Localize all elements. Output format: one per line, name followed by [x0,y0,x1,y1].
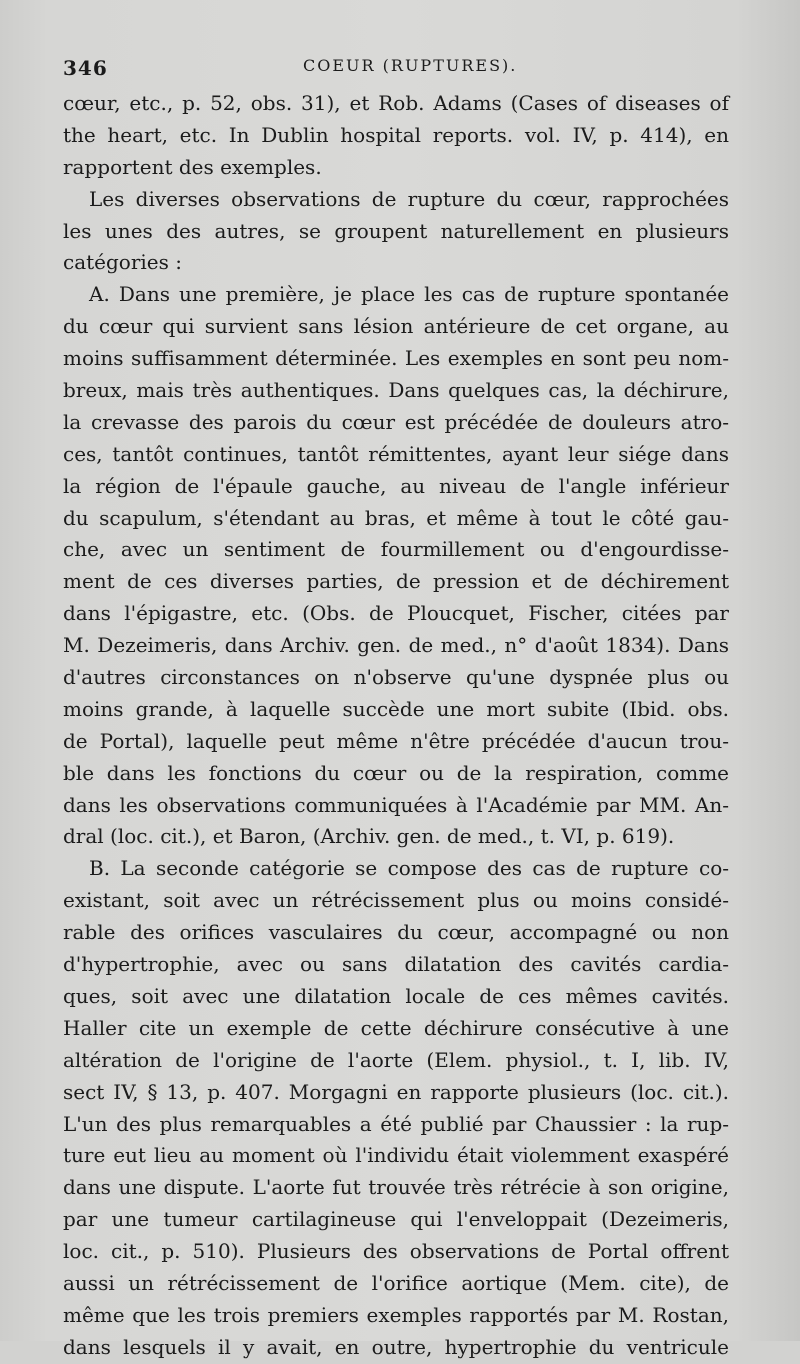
text-line: altération de l'origine de l'aorte (Elem. physiol., t. I, lib. IV, [63,1047,729,1072]
text-line: aussi un rétrécissement de l'orifice aortique (Mem. cite), de [63,1270,729,1295]
text-line: Haller cite un exemple de cette déchirure consécutive à une [63,1015,729,1040]
text-line: d'autres circonstances on n'observe qu'une dyspnée plus ou [63,665,729,690]
page-number: 346 [63,56,108,80]
text-line: catégories : [63,250,182,275]
page-header [63,56,729,86]
text-line: ture eut lieu au moment où l'individu était violemment exaspéré [63,1143,729,1168]
text-line: loc. cit., p. 510). Plusieurs des observations de Portal offrent [63,1239,729,1264]
text-line: moins suffisamment déterminée. Les exemples en sont peu nom- [63,346,729,371]
text-line: dans lesquels il y avait, en outre, hypertrophie du ventricule [63,1334,729,1359]
text-line: the heart, etc. In Dublin hospital reports. vol. IV, p. 414), en [63,122,729,147]
text-line: rapportent des exemples. [63,154,322,179]
text-line: dans une dispute. L'aorte fut trouvée très rétrécie à son origine, [63,1175,729,1200]
text-line: Les diverses observations de rupture du cœur, rapprochées [89,186,729,211]
text-line: même que les trois premiers exemples rapportés par M. Rostan, [63,1302,729,1327]
text-line: d'hypertrophie, avec ou sans dilatation des cavités cardia- [63,952,729,977]
text-line: sect IV, § 13, p. 407. Morgagni en rapporte plusieurs (loc. cit.). [63,1079,729,1104]
text-line: B. La seconde catégorie se compose des cas de rupture co- [89,856,729,881]
text-line: la région de l'épaule gauche, au niveau de l'angle inférieur [63,473,729,498]
text-line: du cœur qui survient sans lésion antérieure de cet organe, au [63,314,729,339]
running-head: COEUR (RUPTURES). [303,56,518,75]
text-line: breux, mais très authentiques. Dans quelques cas, la déchirure, [63,378,729,403]
text-line: cœur, etc., p. 52, obs. 31), et Rob. Adams (Cases of diseases of [63,91,729,115]
text-line: la crevasse des parois du cœur est précédée de douleurs atro- [63,409,729,434]
text-line: ces, tantôt continues, tantôt rémittentes, ayant leur siége dans [63,441,729,466]
text-line: de Portal), laquelle peut même n'être précédée d'aucun trou- [63,728,729,753]
text-line: ment de ces diverses parties, de pression et de déchirement [63,569,729,594]
text-line: du scapulum, s'étendant au bras, et même à tout le côté gau- [63,505,729,530]
text-line: M. Dezeimeris, dans Archiv. gen. de med., n° d'août 1834). Dans [63,633,729,658]
text-line: dans les observations communiquées à l'Académie par MM. An- [63,792,729,817]
text-line: moins grande, à laquelle succède une mort subite (Ibid. obs. [63,696,729,721]
text-line: che, avec un sentiment de fourmillement ou d'engourdisse- [63,537,729,562]
text-line: existant, soit avec un rétrécissement plus ou moins considé- [63,888,729,913]
text-line: dans l'épigastre, etc. (Obs. de Ploucquet, Fischer, citées par [63,601,729,626]
text-line: ques, soit avec une dilatation locale de ces mêmes cavités. [63,983,729,1008]
text-line: L'un des plus remarquables a été publié par Chaussier : la rup- [63,1111,729,1136]
text-line: les unes des autres, se groupent naturellement en plusieurs [63,218,729,243]
text-line: rable des orifices vasculaires du cœur, accompagné ou non [63,920,729,945]
text-line: par une tumeur cartilagineuse qui l'enveloppait (Dezeimeris, [63,1207,729,1232]
text-line: A. Dans une première, je place les cas de rupture spontanée [89,282,729,307]
text-line: ble dans les fonctions du cœur ou de la respiration, comme [63,760,729,785]
text-line: dral (loc. cit.), et Baron, (Archiv. gen. de med., t. VI, p. 619). [63,824,675,849]
body-text [63,88,729,1364]
